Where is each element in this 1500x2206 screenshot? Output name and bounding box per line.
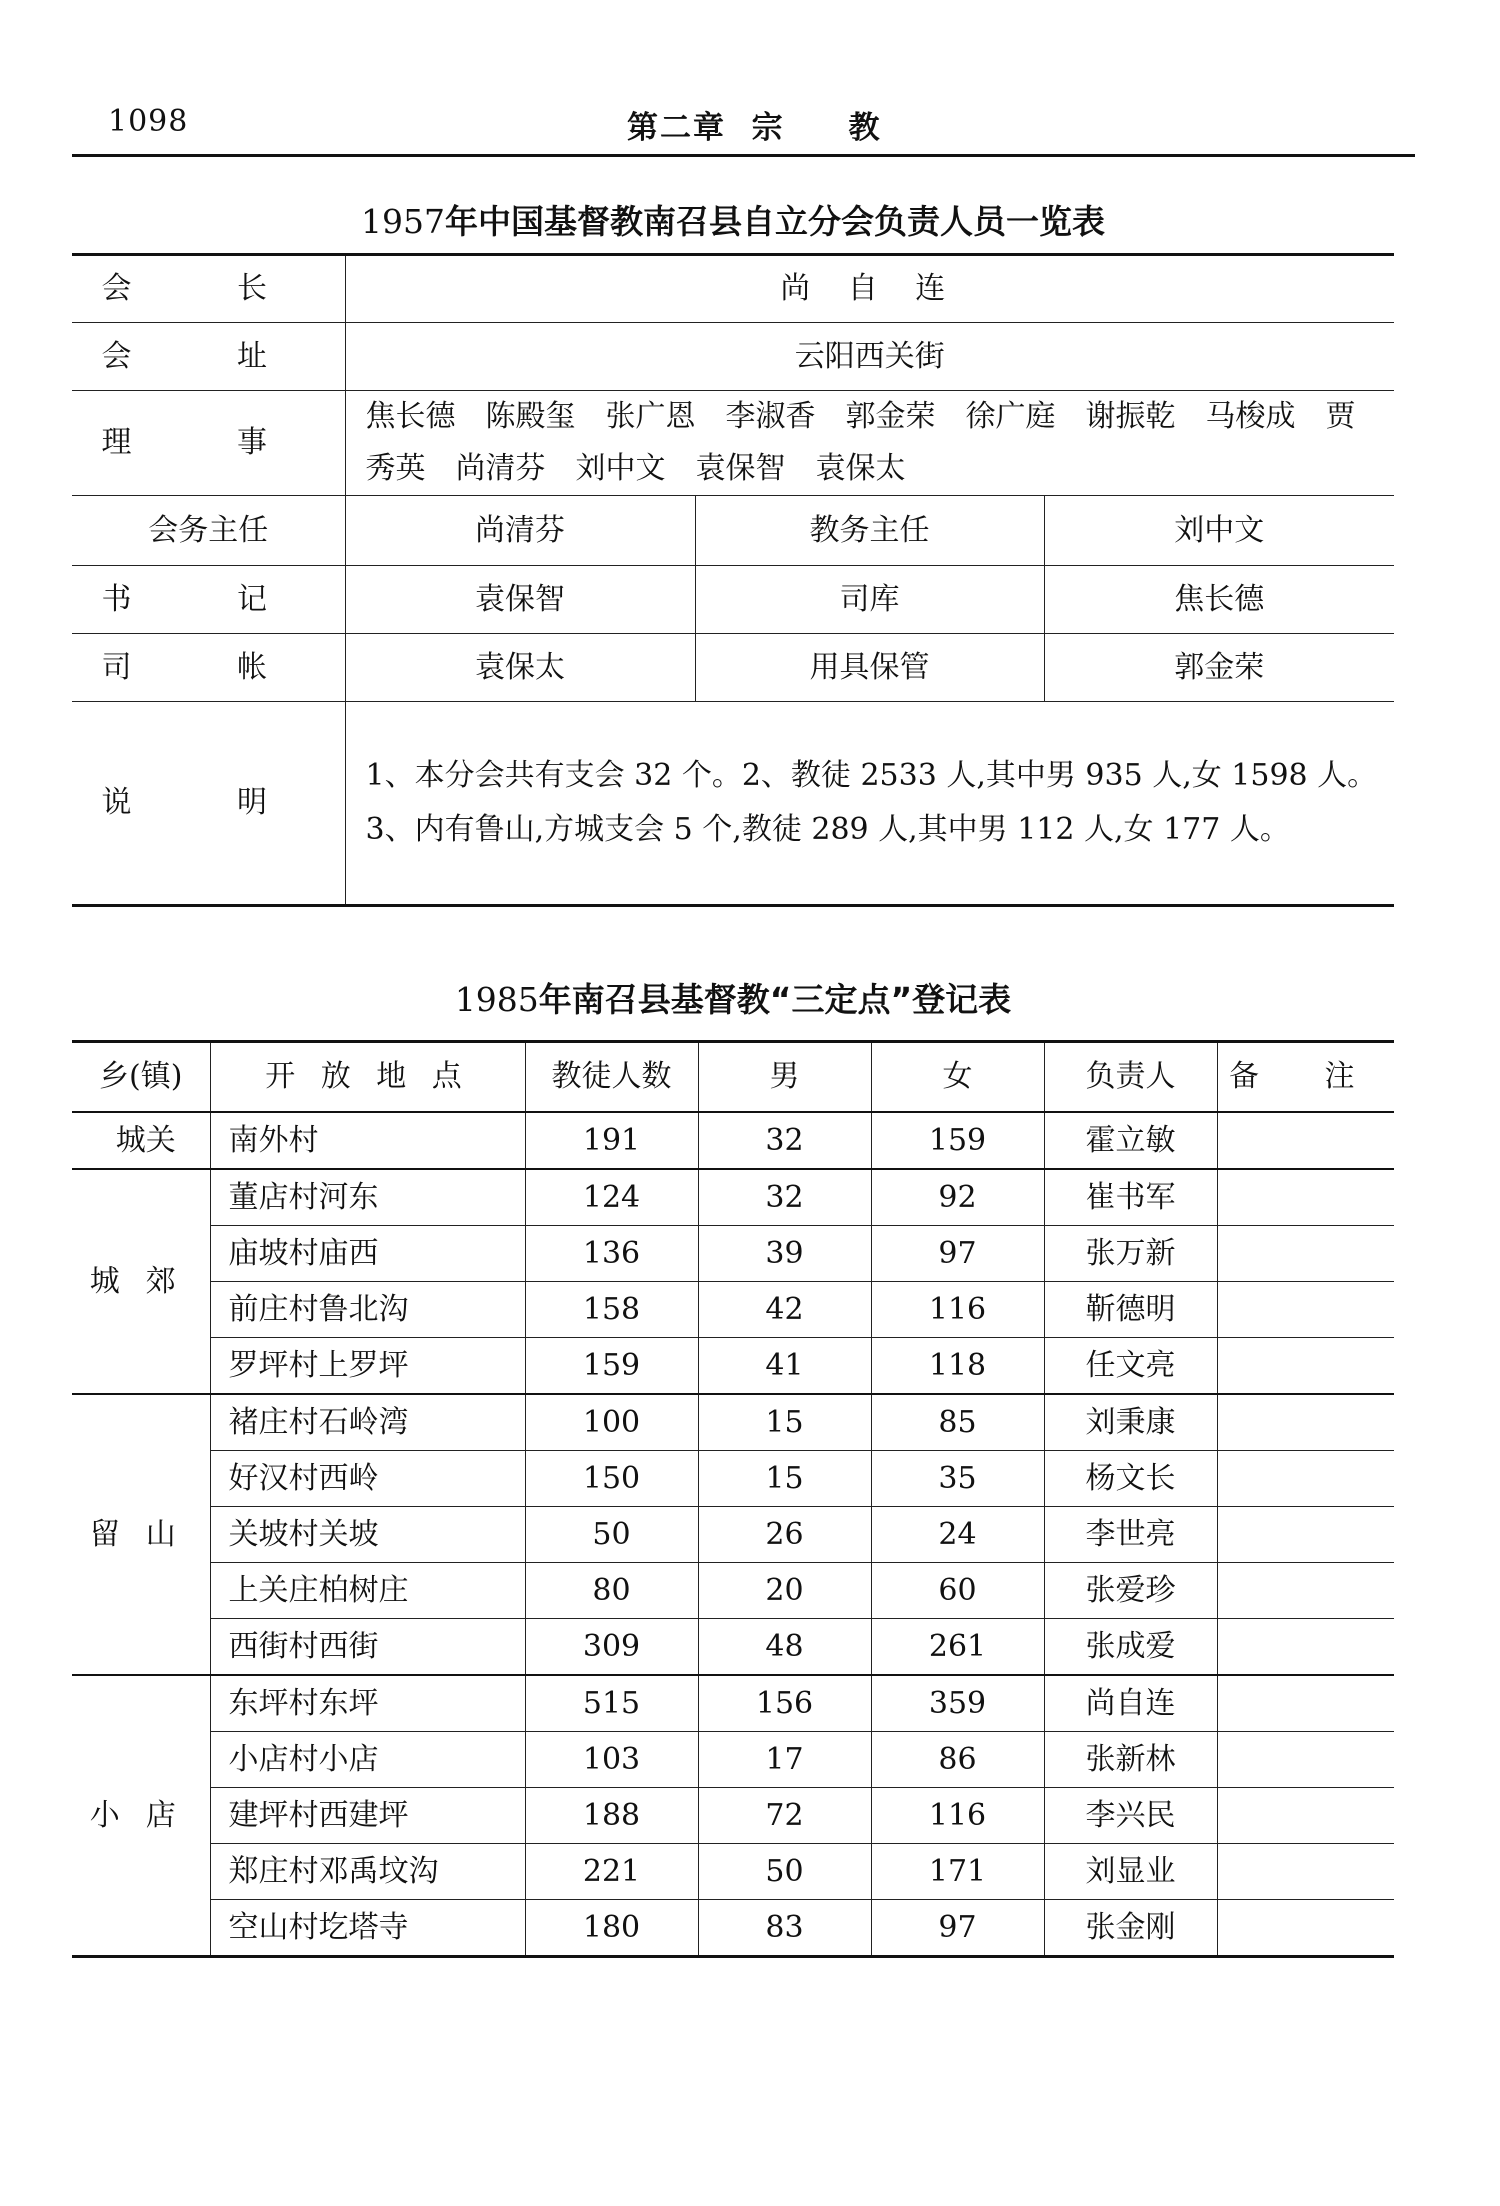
note-cell (1217, 1169, 1394, 1226)
row-label: 书 记 (72, 566, 345, 634)
table-row (72, 1619, 1394, 1676)
note-cell (1217, 1732, 1394, 1788)
town-cell: 小店 (72, 1675, 210, 1957)
table-cell: 教务主任 (695, 496, 1044, 566)
table-row (72, 1507, 1394, 1563)
table-row (72, 1394, 1394, 1451)
place-cell: 关坡村关坡 (210, 1507, 525, 1563)
table-cell: 郭金荣 (1044, 634, 1394, 702)
table2-title-text: 年南召县基督教“三定点”登记表 (538, 980, 1012, 1019)
table-row (72, 702, 1394, 906)
table-row (72, 1169, 1394, 1226)
column-header: 开 放 地 点 (210, 1042, 525, 1113)
leader-cell: 靳德明 (1044, 1282, 1217, 1338)
female-cell: 35 (871, 1451, 1044, 1507)
place-cell: 空山村圪塔寺 (210, 1900, 525, 1957)
total-cell: 103 (525, 1732, 698, 1788)
table-row (72, 1451, 1394, 1507)
leader-cell: 张金刚 (1044, 1900, 1217, 1957)
note-cell (1217, 1619, 1394, 1676)
total-cell: 136 (525, 1226, 698, 1282)
running-head: 第二章 宗 教 (627, 110, 882, 146)
leader-cell: 霍立敏 (1044, 1112, 1217, 1169)
town-cell: 城关 (72, 1112, 210, 1169)
table2-title-year: 1985 (454, 980, 539, 1019)
leader-cell: 张万新 (1044, 1226, 1217, 1282)
female-cell: 261 (871, 1619, 1044, 1676)
table-row (72, 634, 1394, 702)
row-label: 会 长 (101, 271, 316, 306)
table-row (72, 1675, 1394, 1732)
place-cell: 西街村西街 (210, 1619, 525, 1676)
table-row (72, 1282, 1394, 1338)
leader-cell: 崔书军 (1044, 1169, 1217, 1226)
page-number: 1098 (108, 104, 189, 139)
total-cell: 159 (525, 1338, 698, 1395)
total-cell: 180 (525, 1900, 698, 1957)
male-cell: 32 (698, 1169, 871, 1226)
female-cell: 359 (871, 1675, 1044, 1732)
total-cell: 309 (525, 1619, 698, 1676)
town-cell: 城郊 (72, 1169, 210, 1394)
male-cell: 50 (698, 1844, 871, 1900)
table1-title-text: 年中国基督教南召县自立分会负责人员一览表 (444, 202, 1105, 241)
notes-value: 1、本分会共有支会 32 个。2、教徒 2533 人,其中男 935 人,女 1598 人。3、内有鲁山,方城支会 5 个,教徒 289 人,其中男 112 人,女 177 人。 (345, 702, 1394, 906)
leader-cell: 李世亮 (1044, 1507, 1217, 1563)
table-row (72, 323, 1394, 391)
address-value: 云阳西关街 (345, 323, 1394, 391)
female-cell: 92 (871, 1169, 1044, 1226)
total-cell: 191 (525, 1112, 698, 1169)
table1-title (72, 196, 1394, 243)
female-cell: 116 (871, 1788, 1044, 1844)
note-cell (1217, 1507, 1394, 1563)
table-cell: 焦长德 (1044, 566, 1394, 634)
place-cell: 东坪村东坪 (210, 1675, 525, 1732)
table2-title (72, 974, 1394, 1021)
place-cell: 罗坪村上罗坪 (210, 1338, 525, 1395)
leader-cell: 张爱珍 (1044, 1563, 1217, 1619)
total-cell: 50 (525, 1507, 698, 1563)
leader-cell: 尚自连 (1044, 1675, 1217, 1732)
table-row (72, 1900, 1394, 1957)
male-cell: 39 (698, 1226, 871, 1282)
total-cell: 221 (525, 1844, 698, 1900)
note-cell (1217, 1226, 1394, 1282)
male-cell: 83 (698, 1900, 871, 1957)
note-cell (1217, 1282, 1394, 1338)
male-cell: 72 (698, 1788, 871, 1844)
row-label: 说 明 (72, 702, 345, 906)
leader-cell: 李兴民 (1044, 1788, 1217, 1844)
leader-cell: 刘显业 (1044, 1844, 1217, 1900)
female-cell: 118 (871, 1338, 1044, 1395)
table-row (72, 1226, 1394, 1282)
total-cell: 150 (525, 1451, 698, 1507)
column-header: 男 (698, 1042, 871, 1113)
female-cell: 97 (871, 1226, 1044, 1282)
table-cell: 用具保管 (695, 634, 1044, 702)
note-cell (1217, 1112, 1394, 1169)
row-label: 司 帐 (72, 634, 345, 702)
note-cell (1217, 1451, 1394, 1507)
table-cell: 司库 (695, 566, 1044, 634)
female-cell: 86 (871, 1732, 1044, 1788)
column-header: 乡(镇) (72, 1042, 210, 1113)
total-cell: 515 (525, 1675, 698, 1732)
table-row (72, 391, 1394, 496)
table-row (72, 1338, 1394, 1395)
table-cell: 袁保智 (345, 566, 695, 634)
president-value: 尚 自 连 (345, 255, 1394, 323)
note-cell (1217, 1900, 1394, 1957)
place-cell: 庙坡村庙西 (210, 1226, 525, 1282)
note-cell (1217, 1675, 1394, 1732)
place-cell: 上关庄柏树庄 (210, 1563, 525, 1619)
row-label: 会务主任 (72, 496, 345, 566)
male-cell: 20 (698, 1563, 871, 1619)
place-cell: 董店村河东 (210, 1169, 525, 1226)
leader-cell: 张新林 (1044, 1732, 1217, 1788)
female-cell: 85 (871, 1394, 1044, 1451)
place-cell: 郑庄村邓禹坟沟 (210, 1844, 525, 1900)
table1-title-year: 1957 (361, 202, 445, 241)
table-cell: 刘中文 (1044, 496, 1394, 566)
table-cell: 袁保太 (345, 634, 695, 702)
female-cell: 171 (871, 1844, 1044, 1900)
total-cell: 124 (525, 1169, 698, 1226)
header-rule (72, 154, 1415, 157)
table-row (72, 255, 1394, 323)
female-cell: 97 (871, 1900, 1044, 1957)
male-cell: 17 (698, 1732, 871, 1788)
row-label: 理 事 (72, 391, 345, 496)
table-cell: 尚清芬 (345, 496, 695, 566)
male-cell: 26 (698, 1507, 871, 1563)
column-header: 负责人 (1044, 1042, 1217, 1113)
note-cell (1217, 1788, 1394, 1844)
directors-value: 焦长德 陈殿玺 张广恩 李淑香 郭金荣 徐广庭 谢振乾 马梭成 贾秀英 尚清芬 刘中文 袁保智 袁保太 (345, 391, 1394, 496)
note-cell (1217, 1338, 1394, 1395)
place-cell: 小店村小店 (210, 1732, 525, 1788)
place-cell: 南外村 (210, 1112, 525, 1169)
table-row (72, 1788, 1394, 1844)
female-cell: 116 (871, 1282, 1044, 1338)
note-cell (1217, 1844, 1394, 1900)
male-cell: 156 (698, 1675, 871, 1732)
town-cell: 留山 (72, 1394, 210, 1675)
table-row (72, 1732, 1394, 1788)
table-row (72, 1844, 1394, 1900)
column-header: 备 注 (1217, 1042, 1394, 1113)
male-cell: 42 (698, 1282, 871, 1338)
table-row (72, 1563, 1394, 1619)
leader-cell: 张成爱 (1044, 1619, 1217, 1676)
male-cell: 15 (698, 1451, 871, 1507)
total-cell: 188 (525, 1788, 698, 1844)
table-row (72, 496, 1394, 566)
column-header: 教徒人数 (525, 1042, 698, 1113)
place-cell: 好汉村西岭 (210, 1451, 525, 1507)
leadership-table (72, 253, 1394, 907)
leader-cell: 刘秉康 (1044, 1394, 1217, 1451)
female-cell: 60 (871, 1563, 1044, 1619)
table-row (72, 566, 1394, 634)
male-cell: 32 (698, 1112, 871, 1169)
leader-cell: 任文亮 (1044, 1338, 1217, 1395)
male-cell: 41 (698, 1338, 871, 1395)
male-cell: 15 (698, 1394, 871, 1451)
total-cell: 158 (525, 1282, 698, 1338)
place-cell: 前庄村鲁北沟 (210, 1282, 525, 1338)
leader-cell: 杨文长 (1044, 1451, 1217, 1507)
table-header-row (72, 1042, 1394, 1113)
female-cell: 24 (871, 1507, 1044, 1563)
table-row (72, 1112, 1394, 1169)
note-cell (1217, 1563, 1394, 1619)
female-cell: 159 (871, 1112, 1044, 1169)
total-cell: 100 (525, 1394, 698, 1451)
note-cell (1217, 1394, 1394, 1451)
row-label: 会 址 (72, 323, 345, 391)
page-header (72, 96, 1415, 154)
total-cell: 80 (525, 1563, 698, 1619)
registration-table (72, 1040, 1394, 1958)
place-cell: 褚庄村石岭湾 (210, 1394, 525, 1451)
column-header: 女 (871, 1042, 1044, 1113)
male-cell: 48 (698, 1619, 871, 1676)
place-cell: 建坪村西建坪 (210, 1788, 525, 1844)
